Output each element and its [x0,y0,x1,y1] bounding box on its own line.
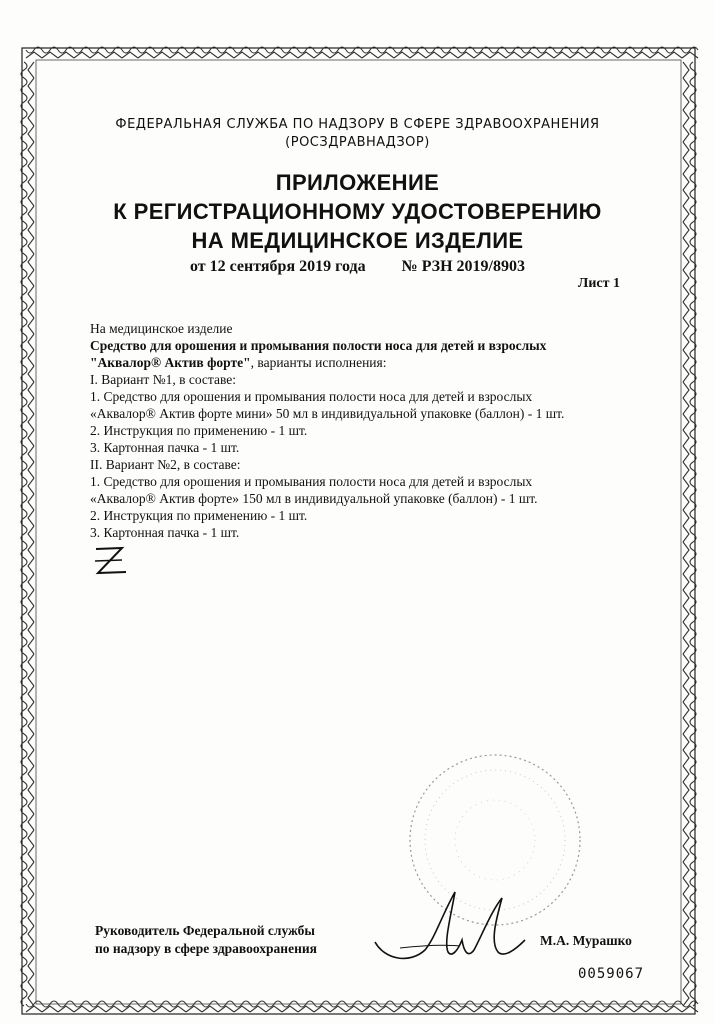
variant-2-item-1b: «Аквалор® Актив форте» 150 мл в индивидуальной упаковке (баллон) - 1 шт. [90,491,538,506]
variant-2-title: II. Вариант №2, в составе: [90,457,241,472]
date-and-number [0,258,715,276]
sheet-number: Лист 1 [577,276,620,291]
position-line-1: Руководитель Федеральной службы [95,923,315,938]
variant-1-title: I. Вариант №1, в составе: [90,372,237,387]
agency-abbreviation: (РОСЗДРАВНАДЗОР) [285,135,430,150]
variant-2-item-1a: 1. Средство для орошения и промывания полости носа для детей и взрослых [90,474,533,489]
variant-1-item-1a: 1. Средство для орошения и промывания полости носа для детей и взрослых [90,389,533,404]
document-title-line-3: НА МЕДИЦИНСКОЕ ИЗДЕЛИЕ [191,228,524,253]
registration-date: от 12 сентября 2019 года [189,258,366,275]
variant-2-item-2: 2. Инструкция по применению - 1 шт. [90,508,308,523]
variant-1-item-2: 2. Инструкция по применению - 1 шт. [90,423,308,438]
agency-name: ФЕДЕРАЛЬНАЯ СЛУЖБА ПО НАДЗОРУ В СФЕРЕ ЗДРАВООХРАНЕНИЯ [115,117,600,132]
intro-line: На медицинское изделие [90,321,233,336]
product-suffix: , варианты исполнения: [250,355,387,370]
variant-1-item-1b: «Аквалор® Актив форте мини» 50 мл в индивидуальной упаковке (баллон) - 1 шт. [90,406,565,421]
position-line-2: по надзору в сфере здравоохранения [95,941,317,956]
document-title-line-1: ПРИЛОЖЕНИЕ [275,170,440,195]
product-name-line [90,354,630,371]
handwritten-signature [370,880,530,970]
product-description: Средство для орошения и промывания полости носа для детей и взрослых [90,338,547,353]
signer-name: М.А. Мурашко [540,933,632,948]
variant-1-item-3: 3. Картонная пачка - 1 шт. [90,440,240,455]
variant-2-item-3: 3. Картонная пачка - 1 шт. [90,525,240,540]
z-closing-mark [92,543,132,578]
signatory-position [95,922,317,958]
registration-number: № РЗН 2019/8903 [401,258,525,275]
product-name: "Аквалор® Актив форте" [90,355,251,370]
document-title-line-2: К РЕГИСТРАЦИОННОМУ УДОСТОВЕРЕНИЮ [113,199,602,224]
document-body [90,320,630,541]
form-serial-number: 0059067 [578,966,645,982]
